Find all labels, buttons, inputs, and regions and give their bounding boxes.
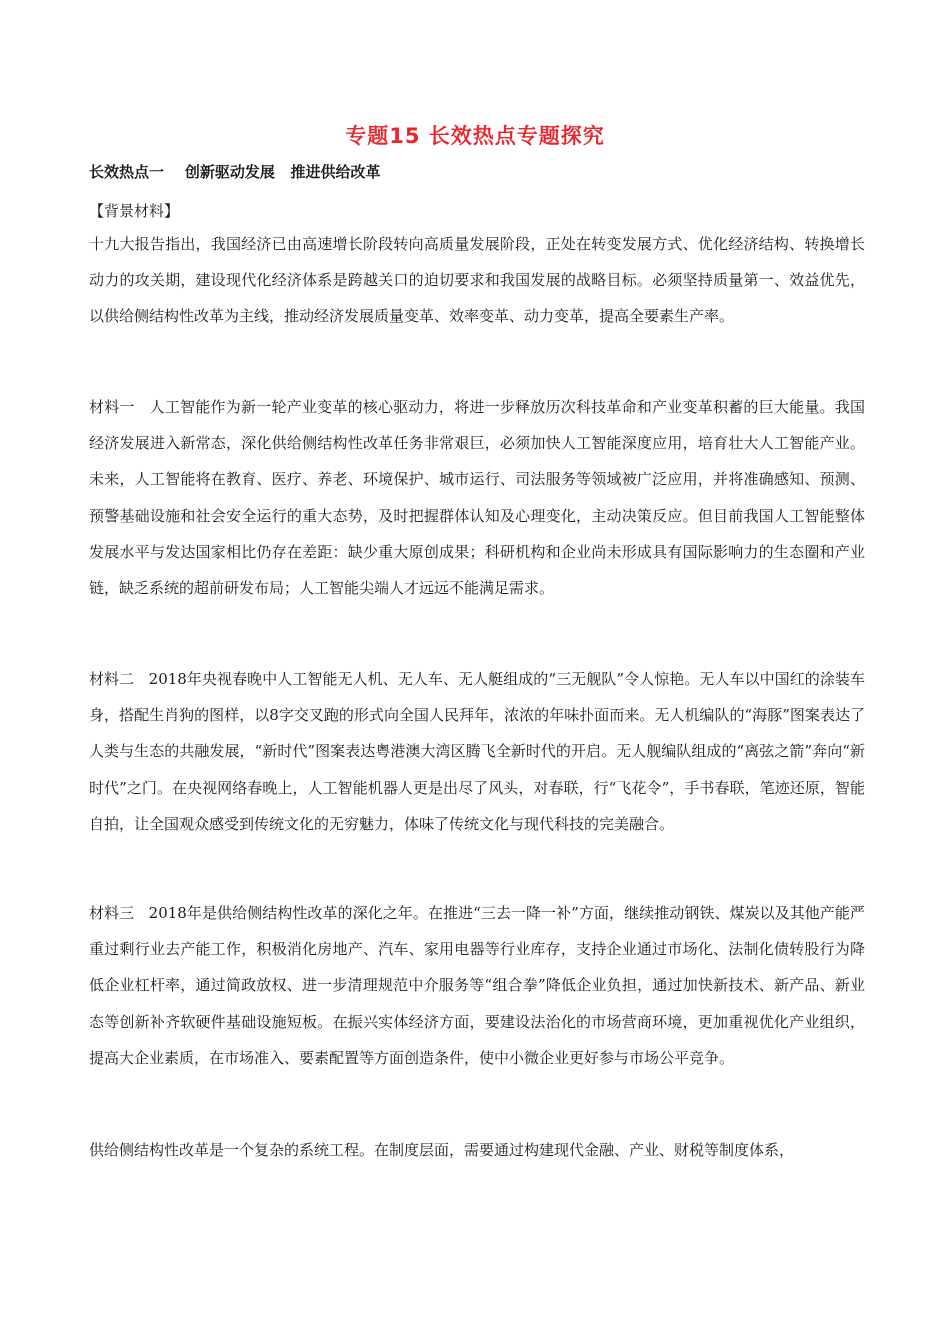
paragraph-text: 供给侧结构性改革是一个复杂的系统工程。在制度层面，需要通过构建现代金融、产业、财税等制度体系，	[89, 1141, 795, 1159]
paragraph-intro	[89, 226, 865, 335]
paragraph-label: 材料二	[89, 670, 149, 688]
paragraph-supply-side	[89, 1132, 865, 1168]
paragraph-text: 2018年是供给侧结构性改革的深化之年。在推进“三去一降一补”方面，继续推动钢铁、煤炭以及其他产能严重过剩行业去产能工作，积极消化房地产、汽车、家用电器等行业库存，支持企业通过市场化、法制化债转股行为降低企业杠杆率，通过简政放权、进一步清理规范中介服务等“组合拳”降低企业负担，通过加快新技术、新产品、新业态等创新补齐软硬件基础设施短板。在振兴实体经济方面，要建设法治化的市场营商环境，更加重视优化产业组织，提高大企业素质，在市场准入、要素配置等方面创造条件，使中小微企业更好参与市场公平竞争。	[89, 904, 865, 1067]
section-heading: 长效热点一 创新驱动发展 推进供给改革	[89, 163, 381, 181]
paragraph-label: 材料三	[89, 904, 149, 922]
paragraph-text: 2018年央视春晚中人工智能无人机、无人车、无人艇组成的“三无舰队”令人惊艳。无人车以中国红的涂装车身，搭配生肖狗的图样，以8字交叉跑的形式向全国人民拜年，浓浓的年味扑面而来。无人机编队的“海豚”图案表达了人类与生态的共融发展，“新时代”图案表达粤港澳大湾区腾飞全新时代的开启。无人舰编队组成的“离弦之箭”奔向“新时代”之门。在央视网络春晚上，人工智能机器人更是出尽了风头，对春联，行“飞花令”，手书春联，笔迹还原，智能自拍，让全国观众感受到传统文化的无穷魅力，体味了传统文化与现代科技的完美融合。	[89, 670, 865, 833]
background-label: 【背景材料】	[89, 202, 180, 220]
paragraph-text: 人工智能作为新一轮产业变革的核心驱动力，将进一步释放历次科技革命和产业变革积蓄的巨大能量。我国经济发展进入新常态，深化供给侧结构性改革任务非常艰巨，必须加快人工智能深度应用，培育壮大人工智能产业。未来，人工智能将在教育、医疗、养老、环境保护、城市运行、司法服务等领域被广泛应用，并将准确感知、预测、预警基础设施和社会安全运行的重大态势，及时把握群体认知及心理变化，主动决策反应。但目前我国人工智能整体发展水平与发达国家相比仍存在差距：缺少重大原创成果；科研机构和企业尚未形成具有国际影响力的生态圈和产业链，缺乏系统的超前研发布局；人工智能尖端人才远远不能满足需求。	[89, 398, 865, 598]
paragraph-text: 十九大报告指出，我国经济已由高速增长阶段转向高质量发展阶段，正处在转变发展方式、优化经济结构、转换增长动力的攻关期，建设现代化经济体系是跨越关口的迫切要求和我国发展的战略目标。必须坚持质量第一、效益优先，以供给侧结构性改革为主线，推动经济发展质量变革、效率变革、动力变革，提高全要素生产率。	[89, 235, 865, 326]
paragraph-material-3	[89, 895, 865, 1076]
paragraph-material-2	[89, 661, 865, 842]
page-title: 专题15 长效热点专题探究	[345, 124, 605, 148]
paragraph-label: 材料一	[89, 398, 150, 416]
paragraph-material-1	[89, 389, 865, 606]
